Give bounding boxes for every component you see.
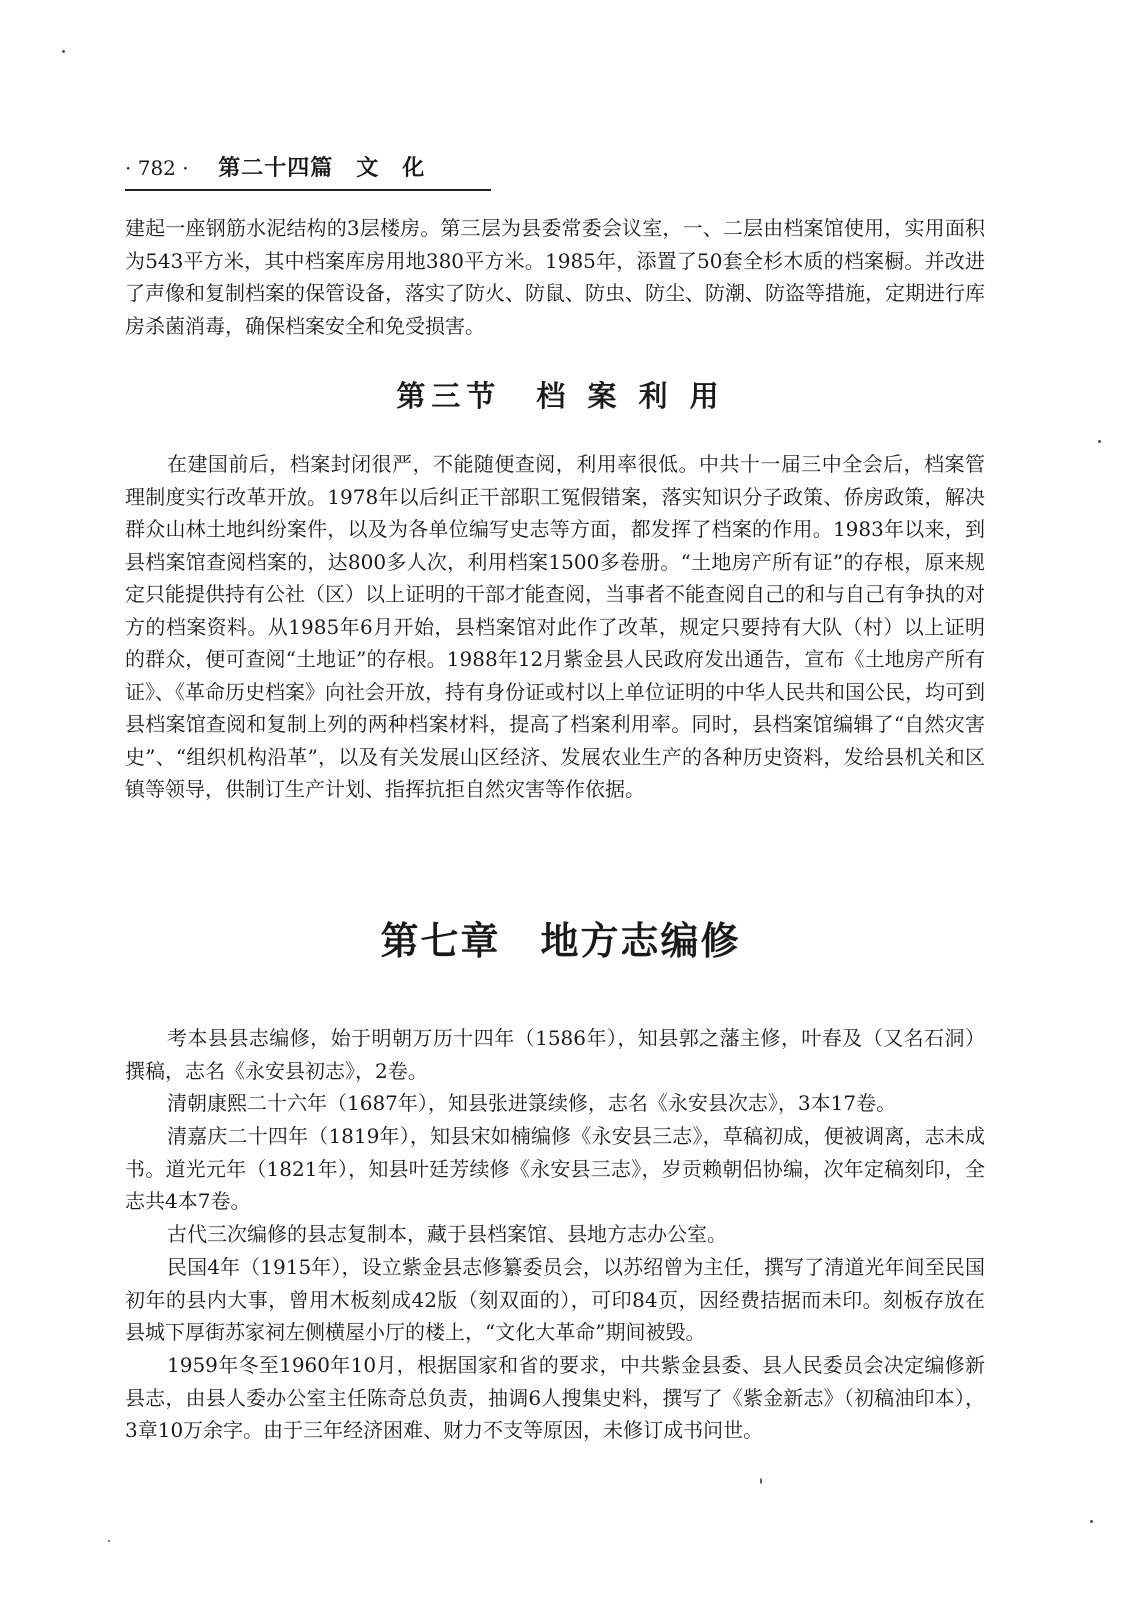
paragraph-jiaqing-gazetteer: 清嘉庆二十四年（1819年），知县宋如楠编修《永安县三志》，草稿初成，便被调离，志未成书。道光元年（1821年），知县叶廷芳续修《永安县三志》，岁贡赖朝侣协编，次年定稿刻印，全志共4本7卷。 <box>125 1124 985 1213</box>
paragraph-ming-gazetteer: 考本县县志编修，始于明朝万历十四年（1586年），知县郭之藩主修，叶春及（又名石洞）撰稿，志名《永安县初志》，2卷。 <box>125 1026 985 1083</box>
section-title: 第三节 档 案 利 用 <box>396 379 725 413</box>
chapter-title: 第七章 地方志编修 <box>380 918 741 963</box>
paragraph-archive-use: 在建国前后，档案封闭很严，不能随便查阅，利用率很低。中共十一届三中全会后，档案管理制度实行改革开放。1978年以后纠正干部职工冤假错案，落实知识分子政策、侨房政策，解决群众山林土地纠纷案件，以及为各单位编写史志等方面，都发挥了档案的作用。1983年以来，到县档案馆查阅档案的，达800多人次，利用档案1500多卷册。“土地房产所有证”的存根，原来规定只能提供持有公社（区）以上证明的干部才能查阅，当事者不能查阅自己的和与自己有争执的对方的档案资料。从1985年6月开始，县档案馆对此作了改革，规定只要持有大队（村）以上证明的群众，便可查阅“土地证”的存根。1988年12月紫金县人民政府发出通告，宣布《土地房产所有证》、《革命历史档案》向社会开放，持有身份证或村以上单位证明的中华人民共和国公民，均可到县档案馆查阅和复制上列的两种档案材料，提高了档案利用率。同时，县档案馆编辑了“自然灾害史”、“组织机构沿革”，以及有关发展山区经济、发展农业生产的各种历史资料，发给县机关和区镇等领导，供制订生产计划、指挥抗拒自然灾害等作依据。 <box>125 452 985 801</box>
header-rule <box>125 189 491 191</box>
running-header <box>125 148 491 188</box>
part-title: 第二十四篇 文 化 <box>218 156 426 181</box>
paragraph-copies: 古代三次编修的县志复制本，藏于县档案馆、县地方志办公室。 <box>167 1222 727 1246</box>
paragraph-republic-gazetteer: 民国4年（1915年），设立紫金县志修纂委员会，以苏绍曾为主任，撰写了清道光年间至民国初年的县内大事，曾用木板刻成42版（刻双面的），可印84页，因经费拮据而未印。刻板存放在县城下厚街苏家祠左侧横屋小厅的楼上，“文化大革命”期间被毁。 <box>125 1255 985 1344</box>
paragraph-archive-building: 建起一座钢筋水泥结构的3层楼房。第三层为县委常委会议室，一、二层由档案馆使用，实用面积为543平方米，其中档案库房用地380平方米。1985年，添置了50套全杉木质的档案橱。并改进了声像和复制档案的保管设备，落实了防火、防鼠、防虫、防尘、防潮、防盗等措施，定期进行库房杀菌消毒，确保档案安全和免受损害。 <box>125 216 985 338</box>
scan-speck <box>62 50 65 53</box>
scan-speck <box>1090 1520 1093 1523</box>
page-number: · 782 · <box>125 156 189 180</box>
scan-speck <box>1098 440 1101 443</box>
paragraph-kangxi-gazetteer: 清朝康熙二十六年（1687年），知县张进箓续修，志名《永安县次志》，3本17卷。 <box>167 1091 897 1115</box>
paragraph-new-gazetteer: 1959年冬至1960年10月，根据国家和省的要求，中共紫金县委、县人民委员会决定编修新县志，由县人委办公室主任陈奇总负责，抽调6人搜集史料，撰写了《紫金新志》（初稿油印本），3章10万余字。由于三年经济困难、财力不支等原因，未修订成书问世。 <box>125 1353 985 1442</box>
scan-speck <box>760 1478 762 1484</box>
scan-speck <box>108 1540 110 1542</box>
